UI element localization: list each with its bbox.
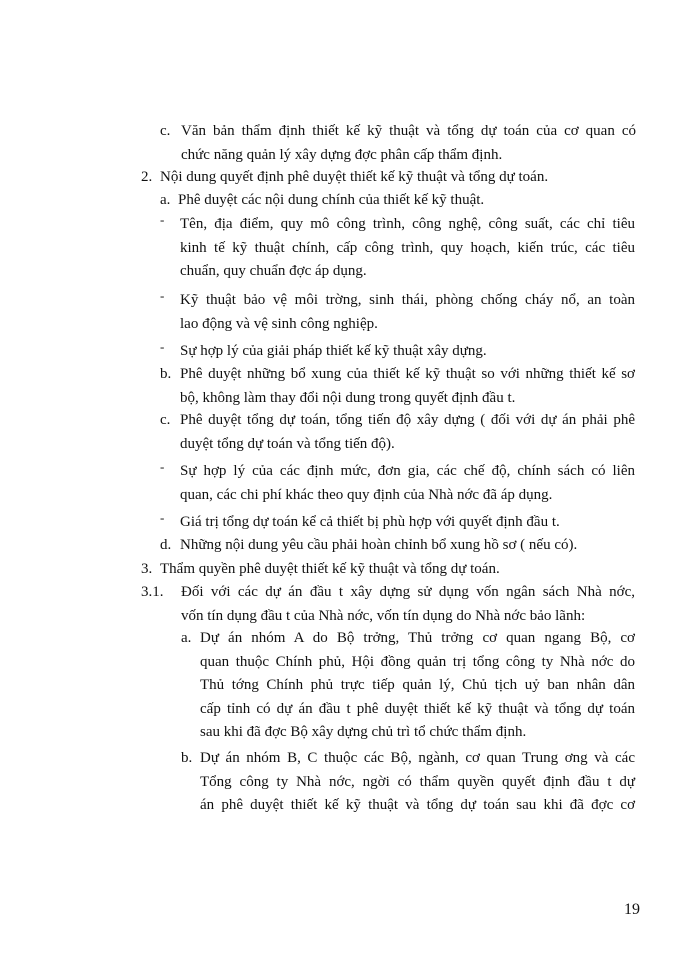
text-line: sau khi đã đợc Bộ xây dựng chủ trì tổ chức thẩm định.: [200, 724, 527, 740]
text-line: Dự án nhóm B, C thuộc các Bộ, ngành, cơ quan Trung ơng và các: [200, 750, 635, 766]
page-number: 19: [624, 901, 640, 918]
text-line: Văn bản thẩm định thiết kế kỹ thuật và tổng dự toán của cơ quan có: [181, 123, 636, 139]
text-line: quan thuộc Chính phủ, Hội đồng quản trị tổng công ty Nhà nớc do: [200, 653, 635, 670]
text-line: Tên, địa điểm, quy mô công trình, công nghệ, công suất, các chỉ tiêu: [180, 216, 635, 232]
bullet-marker: -: [160, 288, 165, 303]
text-line: chuẩn, quy chuẩn đợc áp dụng.: [180, 263, 367, 279]
text-line: Tổng công ty Nhà nớc, ngời có thẩm quyền quyết định đầu t dự: [200, 773, 635, 790]
bullet-marker: -: [160, 510, 165, 525]
text-line: Phê duyệt tổng dự toán, tổng tiến độ xây dựng ( đối với dự án phải phê: [180, 412, 635, 428]
text-line: lao động và vệ sinh công nghiệp.: [180, 315, 378, 332]
bullet-marker: -: [160, 212, 165, 227]
text-line: Giá trị tổng dự toán kể cả thiết bị phù hợp với quyết định đầu t.: [180, 514, 560, 530]
list-marker: a.: [181, 630, 192, 646]
list-marker: 3.1.: [141, 584, 164, 600]
text-line: quan, các chi phí khác theo quy định của Nhà nớc đã áp dụng.: [180, 486, 553, 503]
text-line: án phê duyệt thiết kế kỹ thuật và tổng dự toán sau khi đã đợc cơ: [200, 797, 635, 813]
list-marker: c.: [160, 123, 171, 139]
list-marker: d.: [160, 537, 172, 553]
list-marker: b.: [181, 750, 193, 766]
text-line: Phê duyệt các nội dung chính của thiết kế kỹ thuật.: [178, 192, 485, 208]
list-marker: 2.: [141, 169, 153, 185]
list-marker: c.: [160, 412, 171, 428]
text-line: Kỹ thuật bảo vệ môi trờng, sinh thái, phòng chống cháy nổ, an toàn: [180, 292, 635, 308]
text-line: cấp tỉnh có dự án đầu t phê duyệt thiết kế kỹ thuật và tổng dự toán: [200, 700, 635, 717]
list-marker: 3.: [141, 561, 153, 577]
text-line: vốn tín dụng đầu t của Nhà nớc, vốn tín dụng do Nhà nớc bảo lãnh:: [181, 607, 586, 624]
text-line: kinh tế kỹ thuật chính, cấp công trình, quy hoạch, kiến trúc, các tiêu: [180, 239, 635, 256]
text-line: Thủ tớng Chính phủ trực tiếp quản lý, Chủ tịch uỷ ban nhân dân: [200, 677, 635, 693]
list-marker: a.: [160, 192, 171, 208]
text-line: Dự án nhóm A do Bộ trởng, Thủ trởng cơ quan ngang Bộ, cơ: [200, 630, 635, 646]
list-marker: b.: [160, 366, 172, 382]
bullet-marker: -: [160, 459, 165, 474]
text-line: Thẩm quyền phê duyệt thiết kế kỹ thuật và tổng dự toán.: [160, 561, 500, 577]
text-line: Phê duyệt những bổ xung của thiết kế kỹ thuật so với những thiết kế sơ: [180, 366, 635, 382]
text-line: bộ, không làm thay đổi nội dung trong quyết định đầu t.: [180, 389, 516, 406]
bullet-marker: -: [160, 339, 165, 354]
text-line: Sự hợp lý của giải pháp thiết kế kỹ thuật xây dựng.: [180, 343, 487, 359]
text-line: chức năng quản lý xây dựng đợc phân cấp thẩm định.: [181, 146, 503, 163]
text-line: duyệt tổng dự toán và tổng tiến độ).: [180, 435, 395, 452]
text-line: Những nội dung yêu cầu phải hoàn chỉnh bổ xung hồ sơ ( nếu có).: [180, 537, 578, 553]
text-line: Nội dung quyết định phê duyệt thiết kế kỹ thuật và tổng dự toán.: [160, 169, 549, 185]
text-line: Sự hợp lý của các định mức, đơn gia, các chế độ, chính sách có liên: [180, 463, 635, 479]
text-line: Đối với các dự án đầu t xây dựng sử dụng vốn ngân sách Nhà nớc,: [181, 584, 635, 600]
